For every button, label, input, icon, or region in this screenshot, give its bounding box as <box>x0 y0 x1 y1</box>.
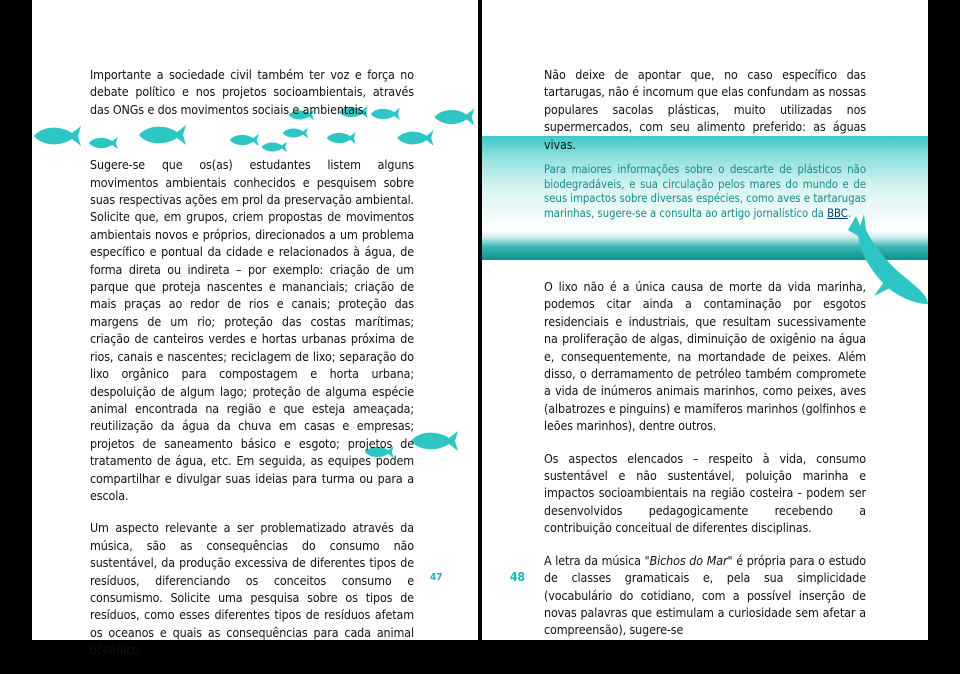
fish-icon <box>32 123 82 149</box>
paragraph: Um aspecto relevante a ser problematizado através da música, são as consequências do consumo não sustentável, da produção excessiva de diferentes tipos de resíduos, diferenciando os conceitos consumo e consumismo. Solicite uma pesquisa sobre os tipos de resíduos, como esses diferentes tipos de resíduos afetam os oceanos e quais as consequências para cada animal oceânico. <box>90 520 414 658</box>
fish-icon <box>430 106 478 128</box>
info-box <box>544 163 866 221</box>
paragraph-text: " é própria para o estudo de classes gramaticais e, pela sua simplicidade (vocabulário do cotidiano, com a possível inserção de novas palavras que estimulam a curiosidade sem afetar a compreensão), sugere-se <box>544 552 866 638</box>
paragraph: Não deixe de apontar que, no caso específico das tartarugas, não é incomum que elas confundam as nossas populares sacolas plásticas, muito utilizadas nos supermercados, com seu alimento preferido: as águas vivas. <box>544 67 866 152</box>
info-text: Para maiores informações sobre o descarte de plásticos não biodegradáveis, e sua circulação pelos mares do mundo e de seus impactos sobre diversas espécies, como aves e tartarugas marinhas, sugere-se a consulta ao artigo jornalístico da <box>544 163 866 220</box>
left-text-column <box>90 66 414 674</box>
paragraph: Importante a sociedade civil também ter voz e força no debate político e nos projetos socioambientais, através das ONGs e dos movimentos sociais e ambientais. <box>90 67 414 117</box>
right-page <box>482 0 928 640</box>
right-text-column <box>544 278 866 654</box>
paragraph: Os aspectos elencados – respeito à vida, consumo sustentável e não sustentável, poluição marinha e impactos socioambientais na região costeira - podem ser desenvolvidos pedagogicamente recebendo a contribuição conceitual de diferentes disciplinas. <box>544 450 866 536</box>
left-page <box>32 0 478 658</box>
song-title: Bichos do Mar <box>649 552 728 568</box>
paragraph: Sugere-se que os(as) estudantes listem alguns movimentos ambientais conhecidos e pesquisem sobre suas respectivas ações em prol da preservação ambiental. Solicite que, em grupos, criem propostas de movimentos ambientais novos e próprios, direcionados a um problema específico e pontual da cidade e relacionados à água, de forma direta ou indireta – por exemplo: criação de um parque que proteja nascentes e mananciais; criação de mais praças ao redor de rios e canais; proteção das margens de um rio; proteção das costas marítimas; criação de canteiros verdes e hortas urbanas próxima de rios, canais e nascentes; reciclagem de lixo; separação do lixo orgânico para compostagem e horta urbana; despoluição de algum lago; proteção de alguma espécie animal encontrada na região e que esteja ameaçada; reutilização da água da chuva em casas e empresas; projetos de saneamento básico e esgoto; projetos de tratamento de água, etc. Em seguida, as equipes podem compartilhar e divulgar suas ideias para turma ou para a escola. <box>90 157 414 503</box>
paragraph <box>544 552 866 639</box>
paragraph: O lixo não é a única causa de morte da vida marinha, podemos citar ainda a contaminação por esgotos residenciais e industriais, que resultam sucessivamente na proliferação de algas, diminuição de oxigênio na água e, consequentemente, na mortandade de peixes. Além disso, o derramamento de petróleo também compromete a vida de inúmeros animais marinhos, como peixes, aves (albatrozes e pinguins) e mamíferos marinhos (golfinhos e leões marinhos), dentre outros. <box>544 279 866 434</box>
page-number: 47 <box>430 572 443 583</box>
bbc-link[interactable]: BBC <box>827 206 848 220</box>
page-number: 48 <box>510 570 526 584</box>
info-text-end: . <box>847 206 852 220</box>
paragraph-text: A letra da música " <box>544 552 650 568</box>
